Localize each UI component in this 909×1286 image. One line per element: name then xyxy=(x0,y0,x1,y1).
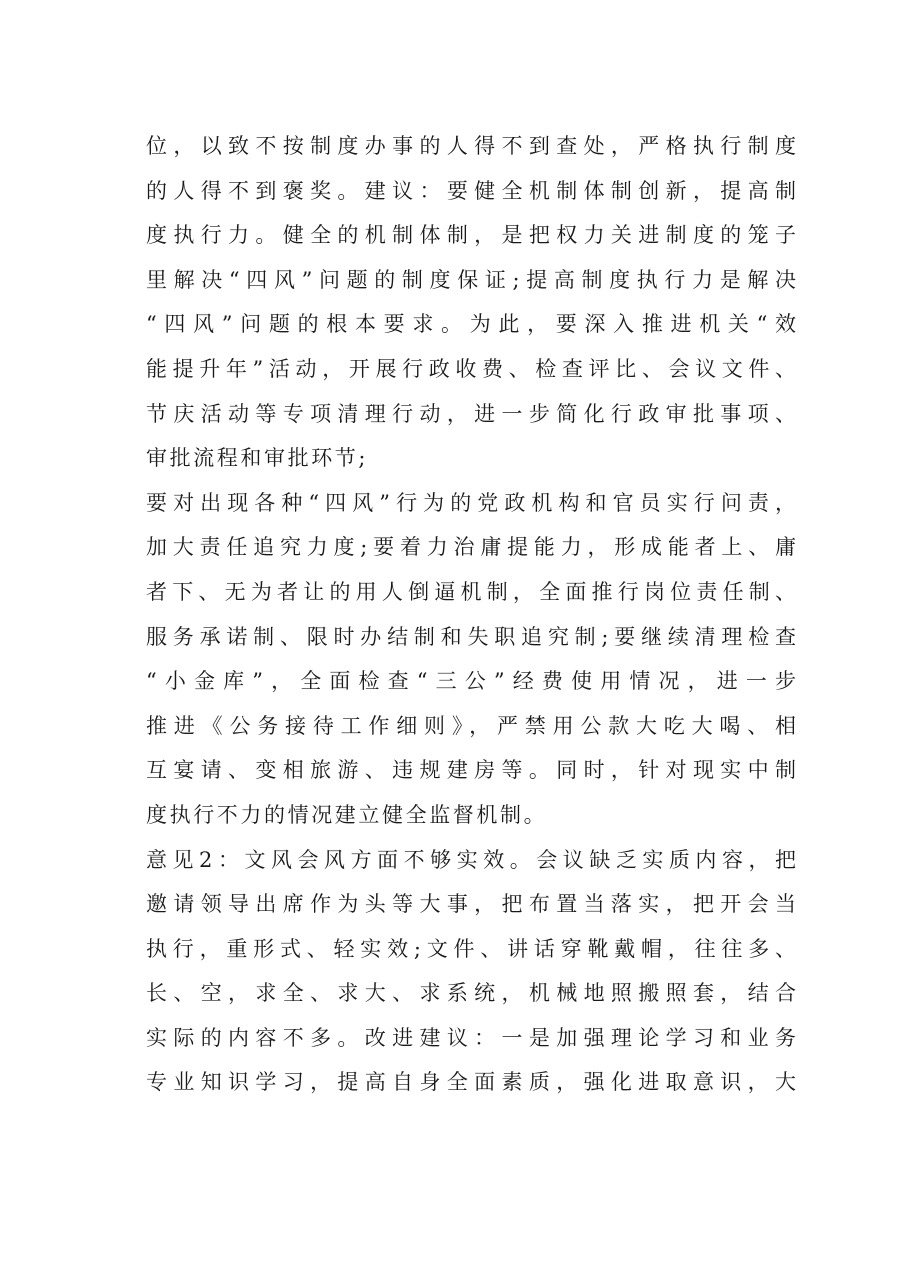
text-line: 里解决“四风”问题的制度保证;提高制度执行力是解决 xyxy=(146,267,796,292)
text-line: 推进《公务接待工作细则》，严禁用公款大吃大喝、相 xyxy=(146,713,796,738)
text-line: 邀请领导出席作为头等大事，把布置当落实，把开会当 xyxy=(146,892,796,917)
text-line: 意见2：文风会风方面不够实效。会议缺乏实质内容，把 xyxy=(146,847,796,872)
text-line: 节庆活动等专项清理行动，进一步简化行政审批事项、 xyxy=(146,401,796,426)
text-line: 实际的内容不多。改进建议：一是加强理论学习和业务 xyxy=(146,1025,796,1050)
text-line: 度执行不力的情况建立健全监督机制。 xyxy=(146,802,548,827)
text-line: 能提升年”活动，开展行政收费、检查评比、会议文件、 xyxy=(146,356,796,381)
text-line: 的人得不到褒奖。建议：要健全机制体制创新，提高制 xyxy=(146,178,796,203)
text-line: 度执行力。健全的机制体制，是把权力关进制度的笼子 xyxy=(146,223,796,248)
text-line: “四风”问题的根本要求。为此，要深入推进机关“效 xyxy=(146,312,796,337)
text-line: 服务承诺制、限时办结制和失职追究制;要继续清理检查 xyxy=(146,624,796,649)
text-line: 位，以致不按制度办事的人得不到查处，严格执行制度 xyxy=(146,134,796,158)
text-line: 长、空，求全、求大、求系统，机械地照搬照套，结合 xyxy=(146,981,796,1006)
text-line: “小金库”，全面检查“三公”经费使用情况，进一步 xyxy=(146,669,796,694)
text-line: 加大责任追究力度;要着力治庸提能力，形成能者上、庸 xyxy=(146,535,796,560)
text-line: 者下、无为者让的用人倒逼机制，全面推行岗位责任制、 xyxy=(146,579,796,604)
text-line: 专业知识学习，提高自身全面素质，强化进取意识，大 xyxy=(146,1070,796,1095)
text-line: 执行，重形式、轻实效;文件、讲话穿靴戴帽，往往多、 xyxy=(146,936,796,961)
text-line: 互宴请、变相旅游、违规建房等。同时，针对现实中制 xyxy=(146,758,796,783)
document-body xyxy=(146,124,796,1105)
text-line: 审批流程和审批环节; xyxy=(146,446,369,471)
text-line: 要对出现各种“四风”行为的党政机构和官员实行问责， xyxy=(146,490,796,515)
